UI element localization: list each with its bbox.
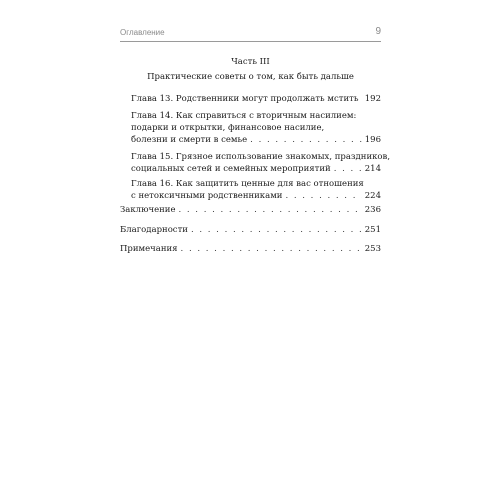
toc-entry-title-line: социальных сетей и семейных мероприятий [131,164,331,174]
dot-leader [181,243,362,255]
toc-entry-title-line: болезни и смерти в семье [131,135,248,145]
toc-entry-chapter-16 [131,178,381,202]
toc-entry-page: 236 [364,205,381,215]
toc-entry-chapter-13 [131,93,381,105]
toc-entry-title-line: подарки и открытки, финансовое насилие, [131,123,325,133]
dot-leader [179,204,362,216]
toc-entry-page: 251 [364,225,381,235]
dot-leader [250,134,362,146]
dot-leader [285,190,361,202]
page-number: 9 [375,26,381,37]
running-head [120,27,381,39]
toc-entry-page: 214 [364,164,381,174]
header-rule [120,41,381,42]
toc-entry-title: Примечания [120,244,178,254]
toc-entry-title: Заключение [120,205,176,215]
part-label: Часть III [231,57,270,67]
toc-entry-title-line: с нетоксичными родственниками [131,191,283,201]
toc-entry-page: 253 [364,244,381,254]
dot-leader [191,224,362,236]
toc-entry-title: Благодарности [120,225,188,235]
toc-entry-chapter-15 [131,151,391,175]
toc-entry-notes [120,243,381,255]
toc-entry-page: 192 [364,94,381,104]
toc-entry-title: Глава 13. Родственники могут продолжать мстить [131,94,359,104]
toc-entry-title-line: Глава 15. Грязное использование знакомых, праздников, [131,152,391,162]
dot-leader [334,163,362,175]
toc-entry-title-line: Глава 16. Как защитить ценные для вас отношения [131,179,364,189]
toc-entry-acknowledgements [120,224,381,236]
toc-entry-page: 224 [364,191,381,201]
toc-entry-page: 196 [364,135,381,145]
part-title: Практические советы о том, как быть дальше [147,72,354,82]
toc-entry-title-line: Глава 14. Как справиться с вторичным насилием: [131,111,357,121]
toc-entry-chapter-14 [131,110,381,146]
toc-entry-conclusion [120,204,381,216]
running-head-section: Оглавление [120,28,165,37]
